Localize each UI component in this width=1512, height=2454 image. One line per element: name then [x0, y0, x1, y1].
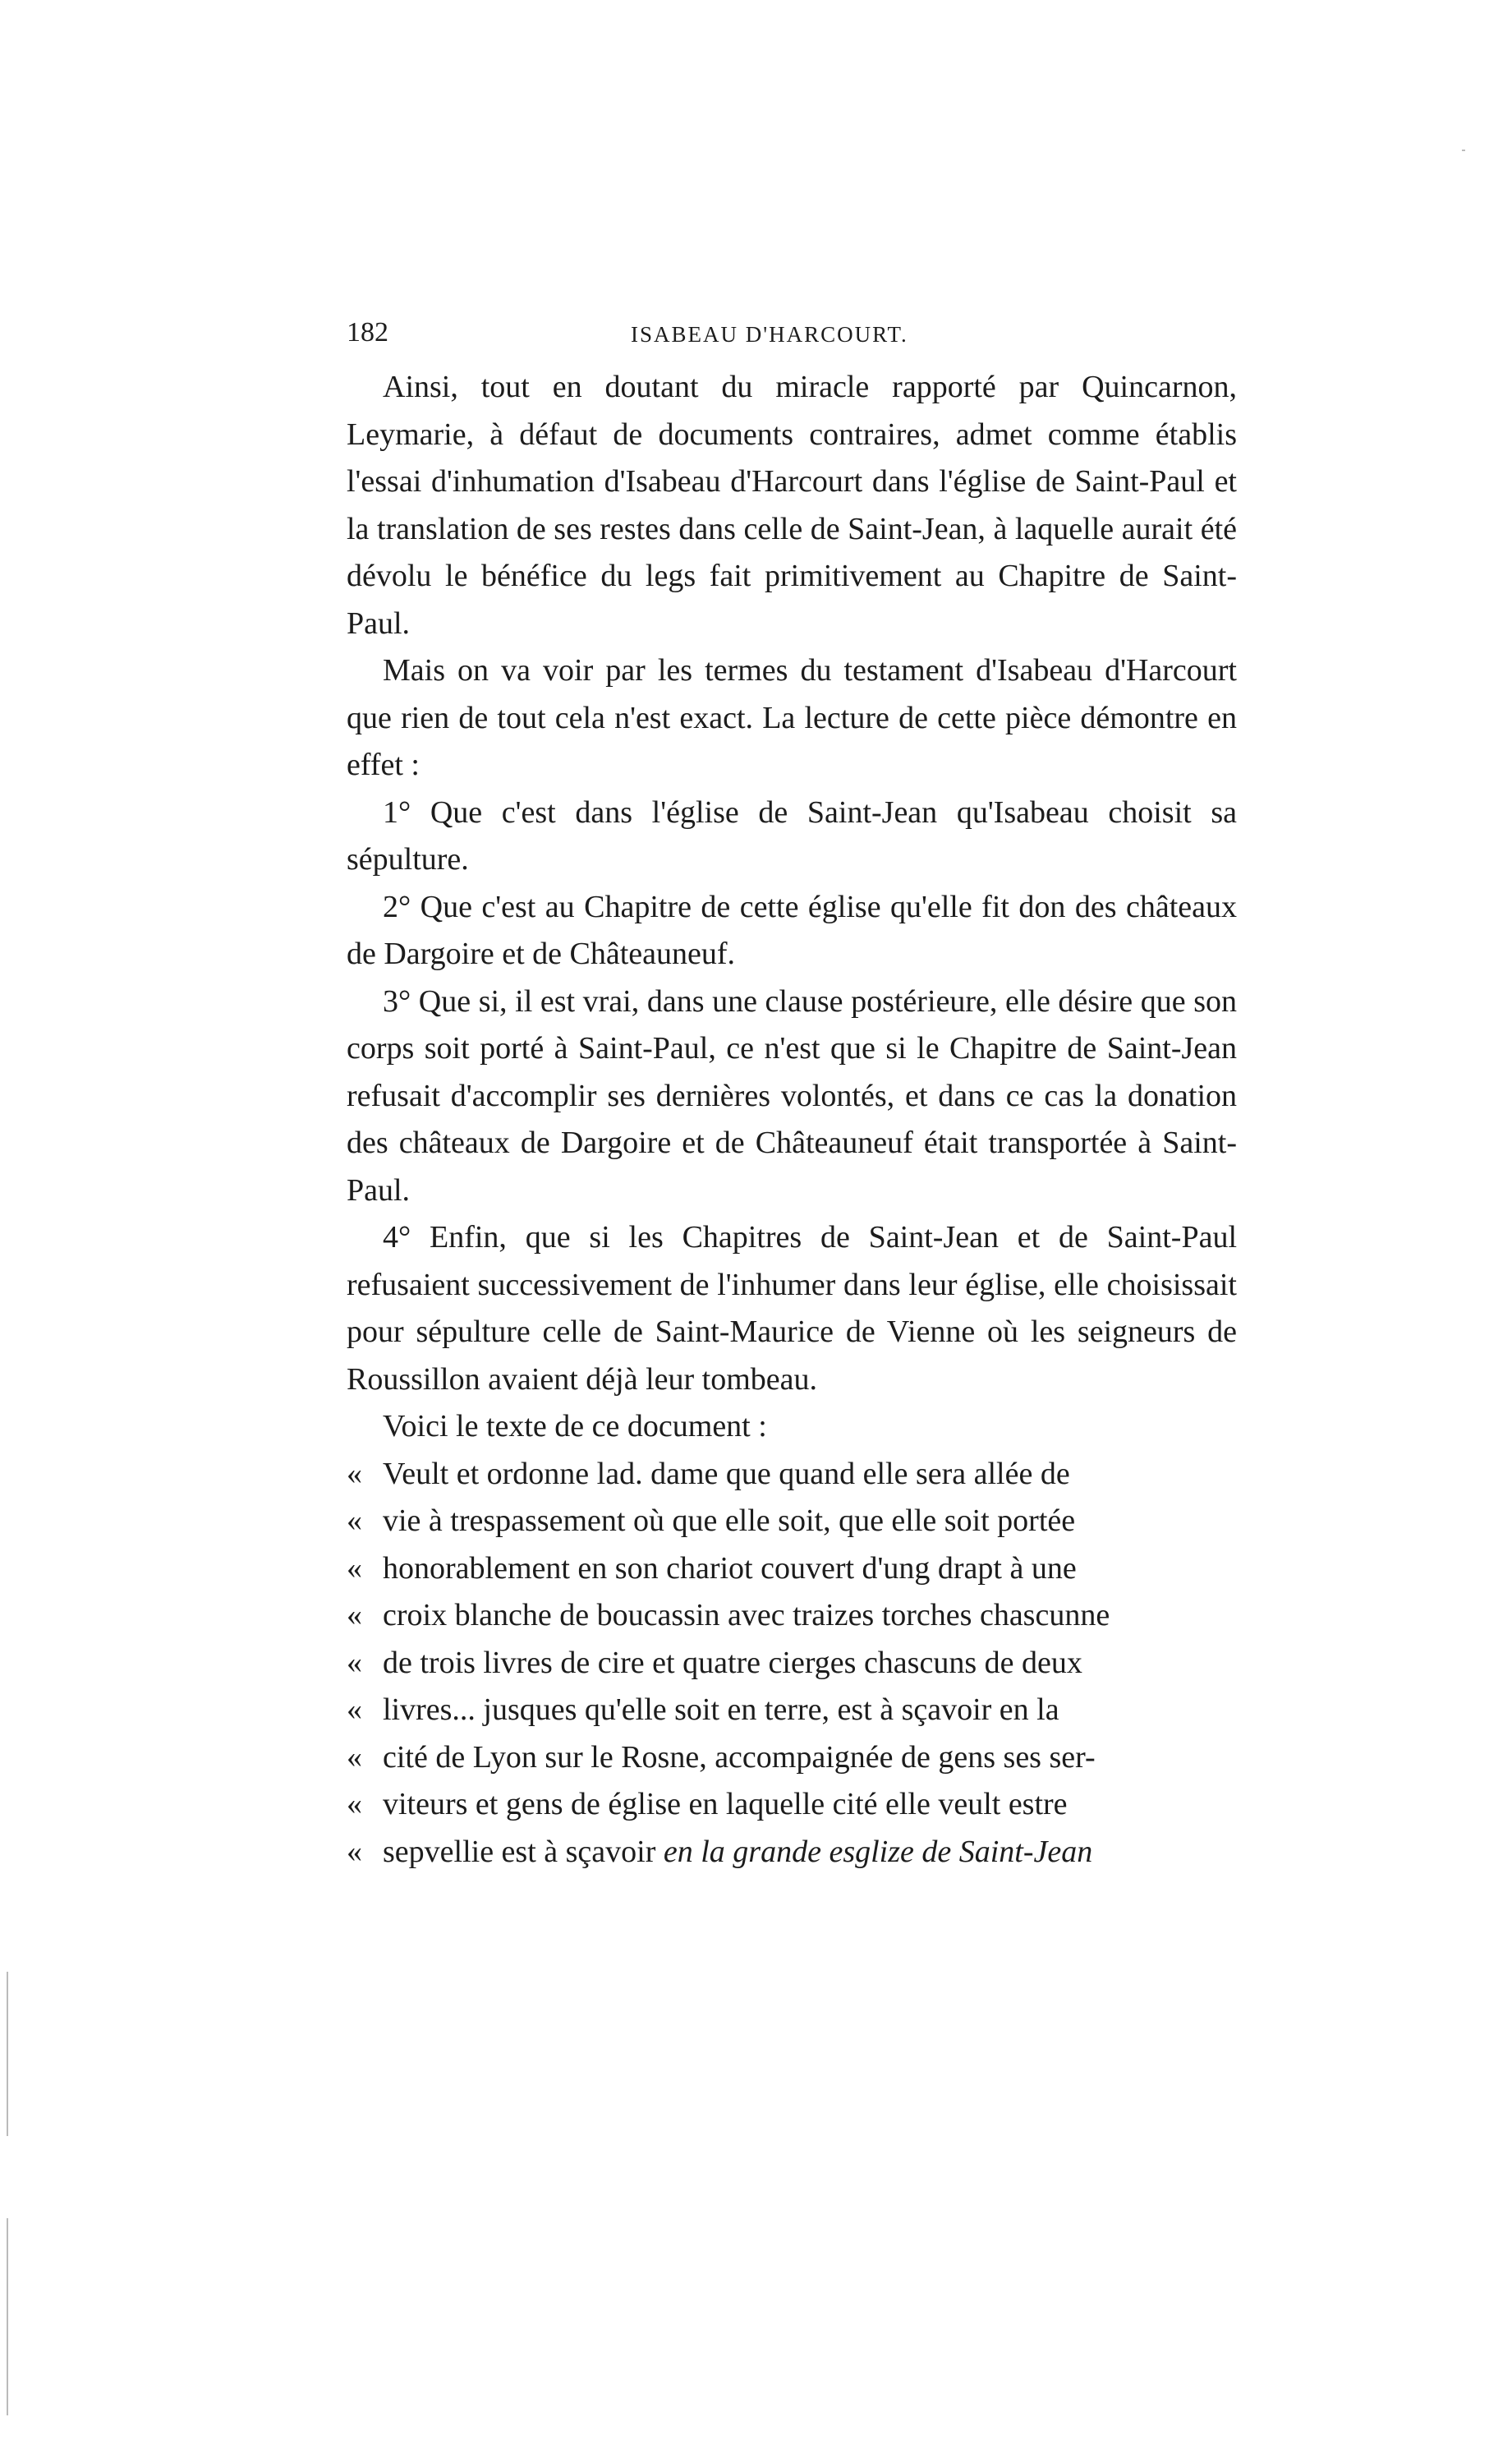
- quote-mark: «: [347, 1645, 362, 1680]
- paragraph-3: 1° Que c'est dans l'église de Saint-Jean qu'Isabeau choisit sa sépulture.: [347, 794, 1237, 877]
- paragraph-1: Ainsi, tout en doutant du miracle rapporté par Quincarnon, Leymarie, à défaut de documents contraires, admet comme établis l'essai d'inhumation d'Isabeau d'Harcourt dans l'église de Saint-Paul et la translation de ses restes dans celle de Saint-Jean, à laquelle aurait été dévolu le bénéfice du legs fait primitivement au Chapitre de Saint-Paul.: [347, 370, 1237, 641]
- quote-line: [347, 1451, 1237, 1499]
- quote-line-text: sepvellie est à sçavoir: [383, 1834, 664, 1869]
- quote-line: [347, 1592, 1237, 1640]
- quote-line: [347, 1640, 1237, 1687]
- quote-mark: «: [347, 1503, 362, 1538]
- quote-line-text: Veult et ordonne lad. dame que quand elle sera allée de: [383, 1456, 1070, 1491]
- quote-mark: «: [347, 1787, 362, 1821]
- quote-line: [347, 1781, 1237, 1829]
- quote-line-text: viteurs et gens de église en laquelle cité elle veult estre: [383, 1787, 1068, 1821]
- quote-line: [347, 1498, 1237, 1545]
- quote-mark: «: [347, 1550, 362, 1586]
- paragraph-7: Voici le texte de ce document :: [383, 1409, 767, 1443]
- paragraph-2: Mais on va voir par les termes du testament d'Isabeau d'Harcourt que rien de tout cela n'est exact. La lecture de cette pièce démontre en effet :: [347, 653, 1237, 782]
- testament-quote: [347, 1451, 1237, 1876]
- quote-line: [347, 1545, 1237, 1593]
- running-header: [347, 317, 1237, 358]
- quote-line-text: cité de Lyon sur le Rosne, accompaignée de gens ses ser-: [383, 1739, 1096, 1775]
- running-title: ISABEAU D'HARCOURT.: [631, 322, 908, 347]
- quote-line-last: [347, 1829, 1237, 1876]
- scan-margin-mark: [7, 1972, 8, 2136]
- quote-line-text: livres... jusques qu'elle soit en terre, est à sçavoir en la: [383, 1692, 1059, 1727]
- paragraph-5: 3° Que si, il est vrai, dans une clause postérieure, elle désire que son corps soit porté à Saint-Paul, ce n'est que si le Chapitre de Saint-Jean refusait d'accomplir ses dernières volontés, et dans ce cas la donation des châteaux de Dargoire et de Châteauneuf était transportée à Saint-Paul.: [347, 983, 1237, 1208]
- paragraph-6: 4° Enfin, que si les Chapitres de Saint-Jean et de Saint-Paul refusaient successivement de l'inhumer dans leur église, elle choisissait pour sépulture celle de Saint-Maurice de Vienne où les seigneurs de Roussillon avaient déjà leur tombeau.: [347, 1220, 1237, 1397]
- quote-mark: «: [347, 1456, 362, 1491]
- scan-margin-mark: [7, 2218, 8, 2415]
- body-text: [347, 364, 1237, 1876]
- quote-mark: «: [347, 1834, 362, 1869]
- quote-mark: «: [347, 1598, 362, 1632]
- quote-line-text: croix blanche de boucassin avec traizes torches chascunne: [383, 1598, 1110, 1632]
- page-number: 182: [347, 317, 388, 348]
- quote-mark: «: [347, 1739, 362, 1775]
- quote-line: [347, 1687, 1237, 1734]
- quote-line-text: honorablement en son chariot couvert d'ung drapt à une: [383, 1550, 1077, 1586]
- scan-speck: [1462, 150, 1465, 151]
- quote-line-text: de trois livres de cire et quatre cierges chascuns de deux: [383, 1645, 1082, 1680]
- quote-line: [347, 1734, 1237, 1782]
- quote-mark: «: [347, 1692, 362, 1727]
- paragraph-4: 2° Que c'est au Chapitre de cette église qu'elle fit don des châteaux de Dargoire et de Châteauneuf.: [347, 889, 1237, 971]
- quote-italic-text: en la grande esglize de Saint-Jean: [663, 1834, 1093, 1869]
- quote-line-text: vie à trespassement où que elle soit, que elle soit portée: [383, 1503, 1076, 1538]
